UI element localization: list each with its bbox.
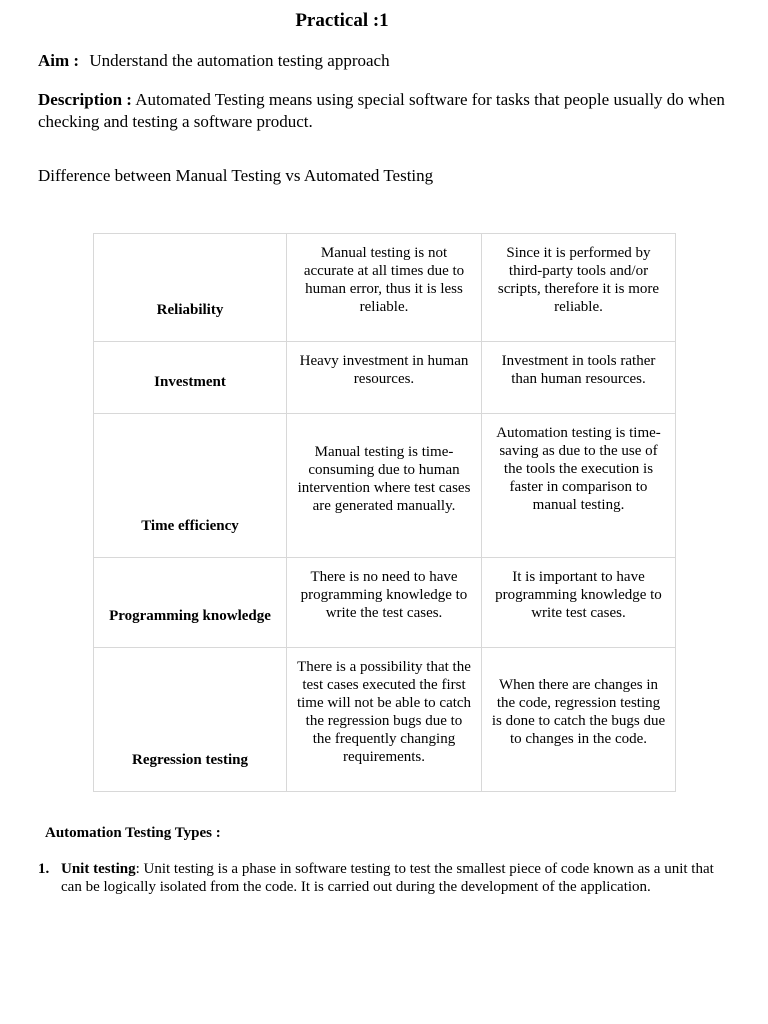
table-row xyxy=(94,414,676,558)
automated-cell: It is important to have programming knowledge to write test cases. xyxy=(482,558,676,648)
list-item xyxy=(38,860,728,896)
automated-cell: Automation testing is time-saving as due to the use of the tools the execution is faster in comparison to manual testing. xyxy=(482,414,676,558)
list-item-body xyxy=(61,860,728,896)
aim-label: Aim : xyxy=(38,51,80,70)
table-row xyxy=(94,234,676,342)
automated-cell: Since it is performed by third-party tools and/or scripts, therefore it is more reliable. xyxy=(482,234,676,342)
table-row xyxy=(94,648,676,792)
manual-cell: Heavy investment in human resources. xyxy=(287,342,482,414)
aim-line xyxy=(38,51,390,71)
difference-heading: Difference between Manual Testing vs Automated Testing xyxy=(38,166,434,185)
comparison-table xyxy=(93,233,676,792)
description-paragraph xyxy=(38,89,738,133)
list-text: : Unit testing is a phase in software testing to test the smallest piece of code known as a unit that can be logically isolated from the code. It is carried out during the development of the application. xyxy=(61,861,714,895)
manual-cell: Manual testing is time-consuming due to human intervention where test cases are generated manually. xyxy=(287,414,482,558)
list-number: 1. xyxy=(38,861,50,877)
row-label: Programming knowledge xyxy=(94,558,287,648)
row-label: Time efficiency xyxy=(94,414,287,558)
manual-cell: There is a possibility that the test cases executed the first time will not be able to catch the regression bugs due to the frequently changing requirements. xyxy=(287,648,482,792)
table-row xyxy=(94,558,676,648)
manual-cell: Manual testing is not accurate at all times due to human error, thus it is less reliable. xyxy=(287,234,482,342)
list-term: Unit testing xyxy=(61,861,136,877)
automation-types-heading: Automation Testing Types : xyxy=(45,825,221,841)
aim-text: Understand the automation testing approach xyxy=(89,51,390,70)
automated-cell: When there are changes in the code, regression testing is done to catch the bugs due to changes in the code. xyxy=(482,648,676,792)
page-title: Practical :1 xyxy=(295,10,389,31)
row-label: Investment xyxy=(94,342,287,414)
table-row xyxy=(94,342,676,414)
row-label: Reliability xyxy=(94,234,287,342)
description-label: Description : xyxy=(38,90,132,109)
manual-cell: There is no need to have programming knowledge to write the test cases. xyxy=(287,558,482,648)
description-text: Automated Testing means using special software for tasks that people usually do when checking and testing a software product. xyxy=(38,90,725,131)
row-label: Regression testing xyxy=(94,648,287,792)
automated-cell: Investment in tools rather than human resources. xyxy=(482,342,676,414)
